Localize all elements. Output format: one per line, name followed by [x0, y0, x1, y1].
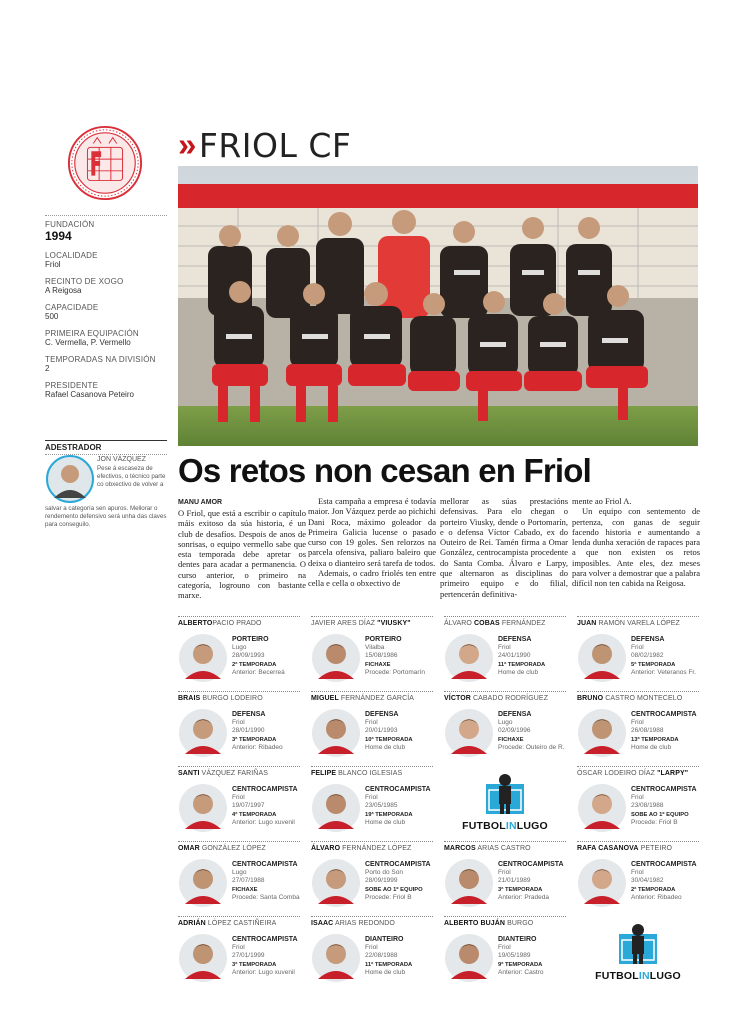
- player-details: [232, 710, 304, 753]
- player-position: CENTROCAMPISTA: [365, 861, 431, 868]
- coach-box: [45, 440, 167, 528]
- player-details: [631, 785, 703, 828]
- info-label: RECINTO DE XOGO: [45, 277, 124, 286]
- article-column-4: [572, 496, 700, 589]
- player-name-highlight: OMAR: [178, 845, 200, 852]
- player-origin: Anterior: Lugo xuvenil: [232, 969, 295, 977]
- player-card: [178, 616, 300, 688]
- info-label: CAPACIDADE: [45, 303, 99, 312]
- logo-text-in: IN: [638, 970, 650, 982]
- player-photo: [311, 858, 361, 908]
- player-card: [444, 841, 566, 913]
- player-birthdate: 27/01/1999: [232, 952, 265, 960]
- player-name: ÁLVARO FERNÁNDEZ LÓPEZ: [311, 845, 412, 852]
- player-origin: Procede: Outeiro de R.: [498, 744, 565, 752]
- player-origin: Home de club: [365, 969, 406, 977]
- player-position: PORTEIRO: [232, 636, 269, 643]
- page-title: [178, 125, 351, 165]
- info-kit: [45, 329, 167, 347]
- player-status: 4ª TEMPORADA: [232, 811, 277, 818]
- player-status: 11ª TEMPORADA: [498, 661, 546, 668]
- player-birthplace: Friol: [631, 869, 644, 876]
- player-name: SANTI VÁZQUEZ FARIÑAS: [178, 770, 268, 777]
- player-position: CENTROCAMPISTA: [631, 786, 697, 793]
- player-name: JAVIER ARES DÍAZ "VIUSKY": [311, 620, 411, 627]
- info-label: PRESIDENTE: [45, 381, 99, 390]
- info-president: [45, 381, 167, 399]
- club-info-sidebar: [45, 215, 167, 407]
- player-position: DIANTEIRO: [498, 936, 537, 943]
- player-birthdate: 23/05/1985: [365, 802, 398, 810]
- player-origin: Procede: Friol B: [631, 819, 678, 827]
- logo-text-lugo: LUGO: [649, 970, 681, 982]
- player-birthplace: Lugo: [498, 719, 513, 726]
- article-paragraph: mellorar as súas prestacións defensivas. Para elo chegan o porteiro Viusky, dende o Portomarín, e o defensa Víctor Cabado, ex do Outeiro de Rei. Tamén firma a Omar González, centrocampista procedente do Santa Comba. Álvaro e Larpy, que alternaron as disciplinas do primeiro equipo e do filial, pertencerán definitiva-: [440, 496, 568, 599]
- player-name-highlight: MIGUEL: [311, 695, 339, 702]
- player-card: [444, 691, 566, 763]
- player-origin: Anterior: Lugo xuvenil: [232, 819, 295, 827]
- player-details: [631, 635, 703, 678]
- player-name-highlight: SANTI: [178, 770, 200, 777]
- player-position: DIANTEIRO: [365, 936, 404, 943]
- coach-header: ADESTRADOR: [45, 440, 167, 455]
- player-card: [311, 841, 433, 913]
- player-card: [311, 916, 433, 988]
- player-name-highlight: "LARPY": [657, 770, 689, 777]
- logo-text-lugo: LUGO: [516, 820, 548, 832]
- player-birthdate: 24/01/1990: [498, 652, 531, 660]
- futbolinlugo-logo-icon: [618, 922, 658, 966]
- player-photo: [178, 708, 228, 758]
- player-origin: Anterior: Castro: [498, 969, 544, 977]
- player-birthplace: Friol: [232, 719, 245, 726]
- player-origin: Home de club: [365, 744, 406, 752]
- player-birthplace: Lugo: [232, 869, 247, 876]
- player-name-highlight: RAFA CASANOVA: [577, 845, 639, 852]
- player-birthplace: Friol: [631, 644, 644, 651]
- info-foundation: [45, 220, 167, 243]
- player-card: [178, 766, 300, 838]
- player-card: [311, 691, 433, 763]
- info-label: PRIMEIRA EQUIPACIÓN: [45, 329, 139, 338]
- player-card: [311, 766, 433, 838]
- player-position: CENTROCAMPISTA: [365, 786, 431, 793]
- player-name-highlight: BRAIS: [178, 695, 201, 702]
- player-origin: Anterior: Pradeda: [498, 894, 549, 902]
- player-status: 13ª TEMPORADA: [631, 736, 679, 743]
- player-card: [444, 916, 566, 988]
- player-name: MARCOS ARIAS CASTRO: [444, 845, 531, 852]
- player-photo: [444, 708, 494, 758]
- info-capacity: [45, 303, 167, 321]
- player-status: FICHAXE: [365, 661, 391, 668]
- player-name-highlight: ISAAC: [311, 920, 334, 927]
- player-photo: [444, 858, 494, 908]
- futbolinlugo-logo-text: [444, 820, 566, 832]
- player-status: FICHAXE: [498, 736, 524, 743]
- player-name: FELIPE BLANCO IGLESIAS: [311, 770, 403, 777]
- coach-avatar: [45, 454, 95, 504]
- player-birthplace: Porto do Son: [365, 869, 403, 876]
- player-birthplace: Friol: [365, 719, 378, 726]
- player-birthdate: 19/05/1989: [498, 952, 531, 960]
- player-photo: [577, 858, 627, 908]
- player-name-highlight: ALBERTO: [178, 620, 213, 627]
- player-card: [577, 766, 699, 838]
- player-name: ALBERTOPACIO PRADO: [178, 620, 262, 627]
- player-name: OMAR GONZÁLEZ LÓPEZ: [178, 845, 266, 852]
- player-position: CENTROCAMPISTA: [631, 711, 697, 718]
- info-label: LOCALIDADE: [45, 251, 98, 260]
- info-top-divider: [45, 215, 167, 216]
- player-card: [311, 616, 433, 688]
- coach-description: Pese á escaseza de efectivos, o técnico parte co obxectivo de volver a: [97, 465, 166, 488]
- player-name-highlight: JUAN: [577, 620, 597, 627]
- player-origin: Procede: Portomarín: [365, 669, 425, 677]
- player-origin: Anterior: Ribadeo: [232, 744, 283, 752]
- player-photo: [178, 633, 228, 683]
- team-photo: [178, 166, 698, 446]
- player-card: [577, 691, 699, 763]
- player-details: [365, 860, 437, 903]
- player-photo: [311, 708, 361, 758]
- info-value: Friol: [45, 260, 61, 269]
- player-origin: Anterior: Veteranos Fr.: [631, 669, 697, 677]
- player-birthdate: 20/01/1993: [365, 727, 398, 735]
- logo-text-futbol: FUTBOL: [595, 970, 639, 982]
- player-photo: [178, 783, 228, 833]
- player-photo: [311, 783, 361, 833]
- player-birthdate: 21/01/1989: [498, 877, 531, 885]
- player-birthdate: 30/04/1982: [631, 877, 664, 885]
- article-paragraph: Ademais, o cadro friolés ten entre cella e cella o obxectivo de: [308, 568, 436, 589]
- player-name: BRAIS BURGO LODEIRO: [178, 695, 263, 702]
- player-birthdate: 15/08/1986: [365, 652, 398, 660]
- info-label: TEMPORADAS NA DIVISIÓN: [45, 355, 156, 364]
- player-position: DEFENSA: [365, 711, 399, 718]
- player-position: DEFENSA: [498, 711, 532, 718]
- player-card: [577, 616, 699, 688]
- player-name-highlight: BRUNO: [577, 695, 604, 702]
- player-birthdate: 26/08/1988: [631, 727, 664, 735]
- player-birthdate: 08/02/1982: [631, 652, 664, 660]
- player-photo: [311, 933, 361, 983]
- title-club-name: FRIOL CF: [198, 125, 352, 165]
- player-position: CENTROCAMPISTA: [232, 936, 298, 943]
- player-birthdate: 28/09/1993: [232, 652, 265, 660]
- info-value: 2: [45, 364, 50, 373]
- logo-text-in: IN: [505, 820, 517, 832]
- player-birthdate: 22/08/1988: [365, 952, 398, 960]
- club-crest-logo: [66, 124, 144, 202]
- player-name: ISAAC ARIAS REDONDO: [311, 920, 395, 927]
- player-name-highlight: ÁLVARO: [311, 845, 341, 852]
- player-origin: Anterior: Ribadeo: [631, 894, 682, 902]
- article-column-3: [440, 496, 568, 599]
- player-details: [232, 785, 304, 828]
- player-details: [365, 935, 437, 978]
- player-details: [631, 710, 703, 753]
- player-photo: [311, 633, 361, 683]
- article-column-2: [308, 496, 436, 589]
- player-status: 9ª TEMPORADA: [498, 961, 543, 968]
- player-status: 3ª TEMPORADA: [232, 961, 277, 968]
- player-details: [232, 635, 304, 678]
- player-origin: Home de club: [631, 744, 672, 752]
- player-name-highlight: VÍCTOR: [444, 695, 471, 702]
- player-status: 5ª TEMPORADA: [631, 661, 676, 668]
- player-origin: Procede: Friol B: [365, 894, 412, 902]
- player-name: RAFA CASANOVA PETEIRO: [577, 845, 673, 852]
- player-photo: [178, 858, 228, 908]
- player-origin: Home de club: [498, 669, 539, 677]
- player-name-highlight: FELIPE: [311, 770, 337, 777]
- player-name: JUAN RAMÓN VARELA LÓPEZ: [577, 620, 680, 627]
- logo-text-futbol: FUTBOL: [462, 820, 506, 832]
- player-name: MIGUEL FERNÁNDEZ GARCÍA: [311, 695, 415, 702]
- player-card: [178, 691, 300, 763]
- player-origin: Anterior: Becerreá: [232, 669, 285, 677]
- player-name-highlight: "VIUSKY": [377, 620, 411, 627]
- player-details: [498, 935, 570, 978]
- player-name-highlight: ADRIÁN: [178, 920, 206, 927]
- player-name-highlight: COBAS: [474, 620, 500, 627]
- info-value: 1994: [45, 229, 72, 243]
- article-paragraph: O Friol, que está a escribir o capítulo máis exitoso da súa historia, é un club de desafíos. Despois de anos de sonrisas, o equipo vermello sabe que esta temporada debe apretar os dentes para acadar a permanencia. O curso anterior, o primeiro na categoría, logrouno con bastante marxe.: [178, 508, 306, 601]
- player-photo: [444, 933, 494, 983]
- player-details: [498, 710, 570, 753]
- player-birthplace: Friol: [631, 794, 644, 801]
- player-card: [178, 841, 300, 913]
- player-status: 19ª TEMPORADA: [365, 811, 413, 818]
- player-card: [444, 616, 566, 688]
- article-paragraph: Un equipo con sentemento de pertenza, con ganas de seguir facendo historia e aumentando a lenda dunha xeración de rapaces para a que non existen os retos imposibles. Ante eles, dez meses para volver a demostrar que a palabra difícil non ten cabida na Reigosa.: [572, 506, 700, 589]
- player-photo: [577, 633, 627, 683]
- info-venue: [45, 277, 167, 295]
- player-position: DEFENSA: [232, 711, 266, 718]
- player-details: [365, 635, 437, 678]
- futbolinlugo-logo-icon: [485, 772, 525, 816]
- article-paragraph: mente ao Friol A.: [572, 496, 632, 506]
- player-birthdate: 02/09/1996: [498, 727, 531, 735]
- info-value: Rafael Casanova Peteiro: [45, 390, 134, 399]
- player-status: SOBE AO 1º EQUIPO: [365, 886, 423, 893]
- info-value: 500: [45, 312, 59, 321]
- player-status: 2ª TEMPORADA: [631, 886, 676, 893]
- player-name: ALBERTO BUJÁN BURGO: [444, 920, 534, 927]
- player-birthdate: 19/07/1997: [232, 802, 265, 810]
- player-name: VÍCTOR CABADO RODRÍGUEZ: [444, 695, 549, 702]
- title-chevron: »: [178, 126, 197, 163]
- player-status: 11ª TEMPORADA: [365, 961, 413, 968]
- futbolinlugo-logo: [577, 918, 699, 990]
- player-details: [232, 935, 304, 978]
- player-origin: Home de club: [365, 819, 406, 827]
- article-column-1: [178, 498, 306, 601]
- player-photo: [577, 708, 627, 758]
- futbolinlugo-logo: [444, 768, 566, 840]
- player-birthplace: Friol: [631, 719, 644, 726]
- player-details: [631, 860, 703, 903]
- player-birthplace: Friol: [498, 644, 511, 651]
- player-birthdate: 27/07/1988: [232, 877, 265, 885]
- player-birthplace: Friol: [365, 794, 378, 801]
- player-birthplace: Vilalba: [365, 644, 385, 651]
- player-details: [365, 785, 437, 828]
- player-birthdate: 28/09/1999: [365, 877, 398, 885]
- player-photo: [577, 783, 627, 833]
- player-name: ÓSCAR LODEIRO DÍAZ "LARPY": [577, 770, 689, 777]
- player-birthplace: Lugo: [232, 644, 247, 651]
- article-headline: Os retos non cesan en Friol: [178, 452, 592, 489]
- player-position: CENTROCAMPISTA: [232, 861, 298, 868]
- player-name-highlight: ALBERTO BUJÁN: [444, 920, 506, 927]
- player-position: DEFENSA: [498, 636, 532, 643]
- player-position: PORTEIRO: [365, 636, 402, 643]
- player-status: SOBE AO 1º EQUIPO: [631, 811, 689, 818]
- player-card: [178, 916, 300, 988]
- player-details: [365, 710, 437, 753]
- player-position: CENTROCAMPISTA: [631, 861, 697, 868]
- player-status: 10ª TEMPORADA: [365, 736, 413, 743]
- player-status: 2ª TEMPORADA: [232, 661, 277, 668]
- player-birthplace: Friol: [232, 794, 245, 801]
- player-name: BRUNO CASTRO MONTECELO: [577, 695, 683, 702]
- article-paragraph: Esta campaña a empresa é todavía maior. Jon Vázquez perde ao pichichi Dani Roca, máximo goleador da Primeira Galicia lucense o pasado curso con 19 goles. Sen relorzos na parcela ofensiva, paliaro baleiro que deixa o dianteiro será tarefa de todos.: [308, 496, 436, 568]
- player-status: FICHAXE: [232, 886, 258, 893]
- players-grid: [178, 616, 698, 1016]
- player-birthplace: Friol: [365, 944, 378, 951]
- player-name-highlight: MARCOS: [444, 845, 476, 852]
- info-seasons: [45, 355, 167, 373]
- player-position: DEFENSA: [631, 636, 665, 643]
- info-value: A Reigosa: [45, 286, 82, 295]
- player-name: ADRIÁN LÓPEZ CASTIÑEIRA: [178, 920, 277, 927]
- player-birthdate: 28/01/1990: [232, 727, 265, 735]
- info-label: FUNDACIÓN: [45, 220, 95, 229]
- player-details: [498, 860, 570, 903]
- info-locality: [45, 251, 167, 269]
- player-name: ÁLVARO COBAS FERNÁNDEZ: [444, 620, 546, 627]
- futbolinlugo-logo-text: [577, 970, 699, 982]
- player-status: 3ª TEMPORADA: [232, 736, 277, 743]
- coach-description-continued: salvar a categoría sen apuros. Mellorar o rendemento defensivo será unha das claves para conseguilo.: [45, 505, 167, 528]
- player-birthdate: 23/08/1988: [631, 802, 664, 810]
- coach-name: JON VÁZQUEZ: [97, 456, 147, 463]
- player-birthplace: Friol: [498, 869, 511, 876]
- player-position: CENTROCAMPISTA: [232, 786, 298, 793]
- player-birthplace: Friol: [232, 944, 245, 951]
- player-card: [577, 841, 699, 913]
- article-author: MANU AMOR: [178, 499, 223, 506]
- player-origin: Procede: Santa Comba: [232, 894, 300, 902]
- player-details: [498, 635, 570, 678]
- player-photo: [178, 933, 228, 983]
- info-value: C. Vermella, P. Vermello: [45, 338, 131, 347]
- player-photo: [444, 633, 494, 683]
- player-details: [232, 860, 304, 903]
- player-birthplace: Friol: [498, 944, 511, 951]
- player-status: 3ª TEMPORADA: [498, 886, 543, 893]
- player-position: CENTROCAMPISTA: [498, 861, 564, 868]
